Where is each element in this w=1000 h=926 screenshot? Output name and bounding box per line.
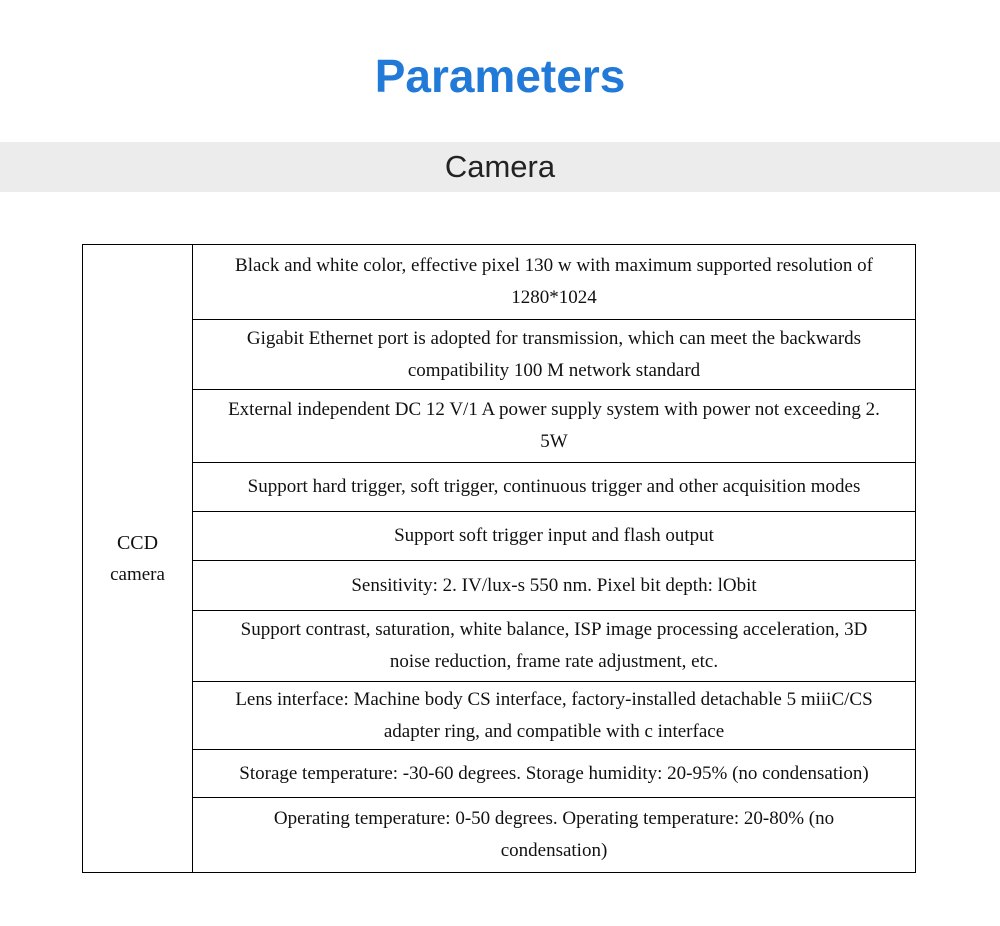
table-row (83, 320, 916, 390)
row-label-cell (83, 245, 193, 873)
table-cell: External independent DC 12 V/1 A power supply system with power not exceeding 2. 5W (193, 390, 916, 463)
table-row (83, 390, 916, 463)
page-title: Parameters (374, 50, 626, 102)
table-cell: Support soft trigger input and flash output (193, 512, 916, 561)
table-cell: Support hard trigger, soft trigger, continuous trigger and other acquisition modes (193, 463, 916, 512)
table-row (83, 245, 916, 320)
table-cell: Sensitivity: 2. IV/lux-s 550 nm. Pixel bit depth: lObit (193, 561, 916, 611)
table-row (83, 750, 916, 798)
table-cell: Black and white color, effective pixel 130 w with maximum supported resolution of 1280*1024 (193, 245, 916, 320)
table-row (83, 463, 916, 512)
table-row (83, 561, 916, 611)
table-cell: Lens interface: Machine body CS interface, factory-installed detachable 5 miiiC/CS adapter ring, and compatible with c interface (193, 682, 916, 750)
table-row (83, 611, 916, 682)
section-title: Camera (444, 149, 556, 184)
table-cell: Operating temperature: 0-50 degrees. Operating temperature: 20-80% (no condensation) (193, 798, 916, 873)
table-row (83, 798, 916, 873)
table-row (83, 682, 916, 750)
table-cell: Gigabit Ethernet port is adopted for transmission, which can meet the backwards compatibility 100 M network standard (193, 320, 916, 390)
table-cell: Storage temperature: -30-60 degrees. Storage humidity: 20-95% (no condensation) (193, 750, 916, 798)
row-label-line: CCD (116, 531, 159, 554)
section-header (0, 142, 1000, 192)
table-cell: Support contrast, saturation, white balance, ISP image processing acceleration, 3D noise reduction, frame rate adjustment, etc. (193, 611, 916, 682)
parameters-table (82, 244, 916, 873)
row-label-line: camera (110, 563, 165, 585)
table-row (83, 512, 916, 561)
